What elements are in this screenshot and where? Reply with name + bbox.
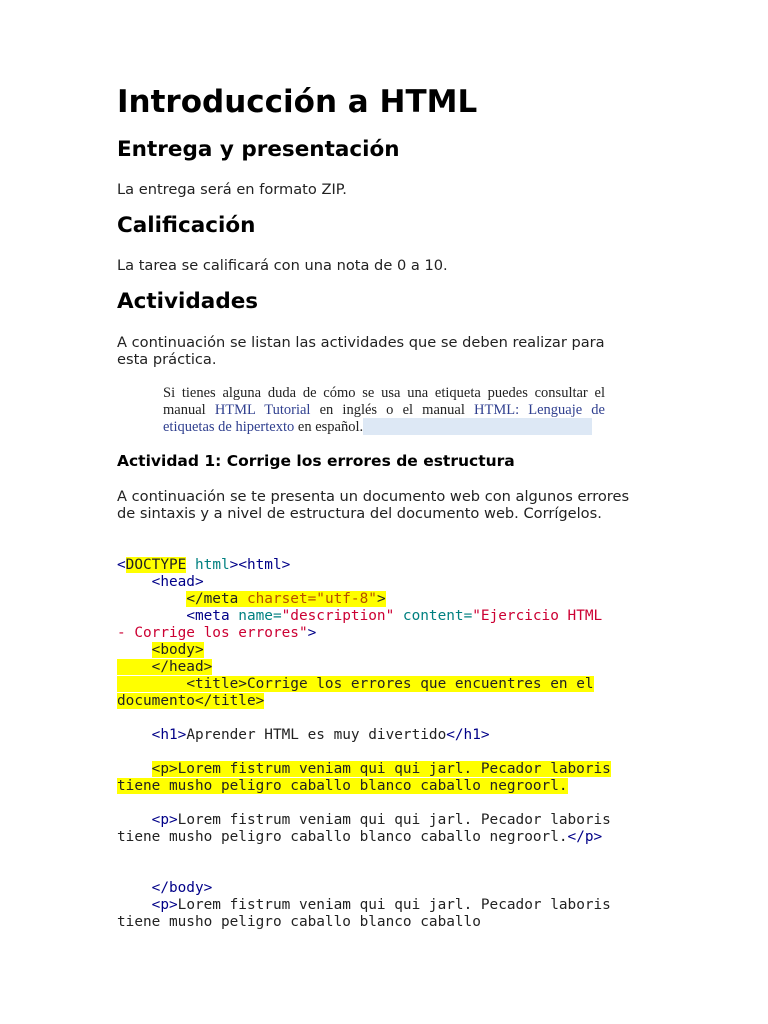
- code-line-paragraph-1-cont: tiene musho peligro caballo blanco caballo negroorl.: [117, 778, 568, 794]
- paragraph-actividad-1: A continuación se te presenta un documento web con algunos errores de sintaxis y a nivel de estructura del documento web. Corrígelos.: [117, 488, 630, 522]
- heading-actividad-1: Actividad 1: Corrige los errores de estructura: [117, 452, 515, 470]
- code-line-meta-description: <meta name="description" content="Ejercicio HTML: [186, 608, 603, 624]
- heading-entrega: Entrega y presentación: [117, 137, 400, 162]
- paragraph-actividades: A continuación se listan las actividades que se deben realizar para esta práctica.: [117, 334, 605, 368]
- code-line-title-cont: documento</title>: [117, 693, 265, 709]
- html-tutorial-link[interactable]: HTML Tutorial: [214, 401, 311, 418]
- note-text-start: Si tienes alguna duda de cómo se usa una etiqueta puedes consultar el manual: [163, 385, 605, 418]
- document-title: Introducción a HTML: [117, 84, 478, 120]
- code-block: [117, 557, 657, 931]
- code-line-blank: [117, 863, 657, 880]
- note-text-middle: en inglés o el manual: [310, 401, 474, 418]
- code-line-paragraph-3: <p>Lorem fistrum veniam qui qui jarl. Pecador laboris: [151, 897, 611, 913]
- code-line-meta-charset: </meta charset="utf-8">: [186, 591, 386, 607]
- code-line-paragraph-2-cont: tiene musho peligro caballo blanco caballo negroorl.</p>: [117, 829, 603, 845]
- heading-actividades: Actividades: [117, 289, 259, 314]
- heading-calificacion: Calificación: [117, 213, 256, 238]
- paragraph-calificacion: La tarea se calificará con una nota de 0 a 10.: [117, 257, 448, 274]
- code-line-paragraph-2: <p>Lorem fistrum veniam qui qui jarl. Pecador laboris: [151, 812, 611, 828]
- paragraph-entrega: La entrega será en formato ZIP.: [117, 181, 347, 198]
- help-note: [163, 385, 605, 436]
- code-line-paragraph-3-cont: tiene musho peligro caballo blanco caballo: [117, 914, 481, 930]
- code-line-title: <title>Corrige los errores que encuentres en el: [117, 676, 657, 693]
- code-line-blank: [117, 744, 657, 761]
- code-line-meta-description-cont: - Corrige los errores">: [117, 625, 317, 641]
- code-line-head-open: <head>: [151, 574, 204, 590]
- code-line-head-close: </head>: [117, 659, 657, 676]
- note-text-end: en español.: [294, 419, 364, 435]
- code-line-paragraph-1: <p>Lorem fistrum veniam qui qui jarl. Pecador laboris: [151, 761, 611, 777]
- code-line-body-open: <body>: [151, 642, 204, 658]
- code-line-doctype: <DOCTYPE html><html>: [117, 557, 291, 573]
- code-line-blank: [117, 710, 657, 727]
- note-highlight: [363, 418, 592, 435]
- code-line-h1: <h1>Aprender HTML es muy divertido</h1>: [151, 727, 490, 743]
- html-lenguaje-link[interactable]: HTML: Lenguaje de etiquetas de hipertexto: [163, 401, 605, 435]
- code-line-blank: [117, 795, 657, 812]
- code-line-body-close: </body>: [151, 880, 213, 896]
- code-line-blank: [117, 846, 657, 863]
